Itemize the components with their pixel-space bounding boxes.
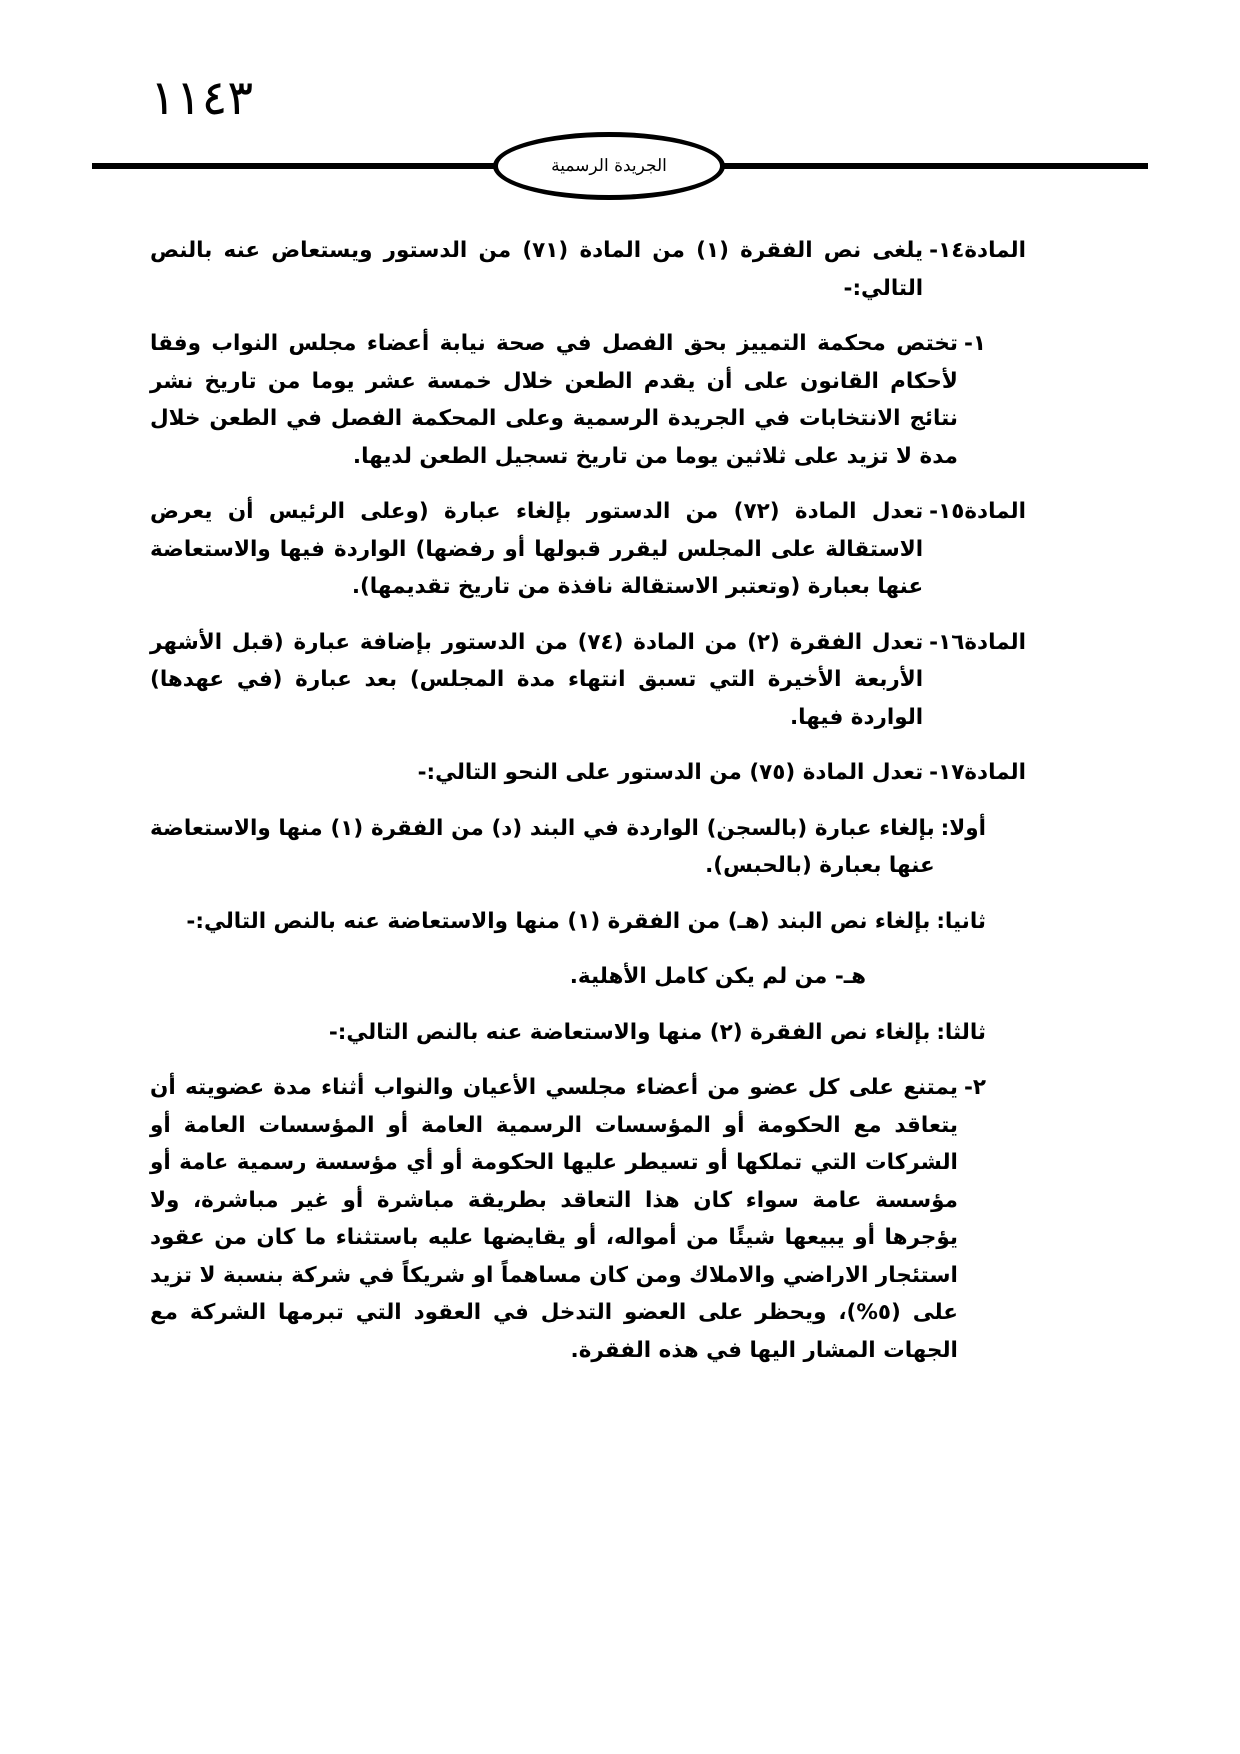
article-14-item-1-text: تختص محكمة التمييز بحق الفصل في صحة نيابة أعضاء مجلس النواب وفقا لأحكام القانون على أن يقدم الطعن خلال خمسة عشر يوما من تاريخ نشر نتائج الانتخابات في الجريدة الرسمية وعلى المحكمة الفصل في الطعن خلال مدة لا تزيد على ثلاثين يوما من تاريخ تسجيل الطعن لديها.	[150, 331, 958, 469]
article-14-text: يلغى نص الفقرة (١) من المادة (٧١) من الدستور ويستعاض عنه بالنص التالي:-	[150, 238, 924, 301]
masthead-oval	[493, 132, 725, 200]
document-body	[150, 232, 1026, 1387]
article-14-item-1-label: ١-	[963, 331, 986, 356]
article-17-third-text: بإلغاء نص الفقرة (٢) منها والاستعاضة عنه بالنص التالي:-	[328, 1019, 931, 1045]
masthead-title: الجريدة الرسمية	[551, 156, 667, 176]
article-17-second-subitem: هـ- من لم يكن كامل الأهلية.	[569, 964, 866, 989]
article-17-third-item-2-label: ٢-	[963, 1075, 986, 1100]
article-17-first-text: بإلغاء عبارة (بالسجن) الواردة في البند (د) من الفقرة (١) منها والاستعاضة عنها بعبارة (بالحبس).	[150, 815, 935, 878]
article-15	[150, 493, 1026, 606]
article-17-second-label: ثانيا:	[936, 908, 986, 934]
article-17-third-label: ثالثا:	[936, 1019, 986, 1045]
article-14-label: المادة١٤-	[929, 238, 1026, 263]
article-17-text: تعدل المادة (٧٥) من الدستور على النحو التالي:-	[417, 760, 924, 785]
article-14-item-1	[150, 325, 1026, 475]
article-17-third-item-2	[150, 1069, 1026, 1369]
article-17-second	[150, 903, 1026, 941]
article-16-text: تعدل الفقرة (٢) من المادة (٧٤) من الدستور بإضافة عبارة (قبل الأشهر الأربعة الأخيرة التي تسبق انتهاء مدة المجلس) بعد عبارة (في عهدها) الواردة فيها.	[150, 629, 924, 730]
article-17-label: المادة١٧-	[929, 760, 1026, 785]
article-17-third	[150, 1014, 1026, 1052]
article-14	[150, 232, 1026, 307]
article-15-text: تعدل المادة (٧٢) من الدستور بإلغاء عبارة (وعلى الرئيس أن يعرض الاستقالة على المجلس ليقرر قبولها أو رفضها) الواردة فيها والاستعاضة عنها بعبارة (وتعتبر الاستقالة نافذة من تاريخ تقديمها).	[150, 499, 924, 599]
article-15-label: المادة١٥-	[929, 499, 1026, 524]
page-number: ١١٤٣	[150, 70, 254, 126]
article-16	[150, 624, 1026, 737]
article-16-label: المادة١٦-	[929, 629, 1026, 655]
article-17-second-text: بإلغاء نص البند (هـ) من الفقرة (١) منها والاستعاضة عنه بالنص التالي:-	[186, 908, 931, 934]
article-17-first-label: أولا:	[940, 815, 986, 841]
article-17-third-item-2-text: يمتنع على كل عضو من أعضاء مجلسي الأعيان والنواب أثناء مدة عضويته أن يتعاقد مع الحكومة أو المؤسسات الرسمية العامة أو المؤسسات العامة أو الشركات التي تملكها أو تسيطر عليها الحكومة أو أي مؤسسة رسمية عامة أو مؤسسة عامة سواء كان هذا التعاقد بطريقة مباشرة أو غير مباشرة، ولا يؤجرها أو يبيعها شيئًا من أمواله، أو يقايضها عليه باستثناء ما كان من عقود استئجار الاراضي والاملاك ومن كان مساهماً او شريكاً في شركة بنسبة لا تزيد على (٥%)، ويحظر على العضو التدخل في العقود التي تبرمها الشركة مع الجهات المشار اليها في هذه الفقرة.	[150, 1075, 958, 1363]
article-17-first	[150, 810, 1026, 885]
article-17	[150, 754, 1026, 792]
